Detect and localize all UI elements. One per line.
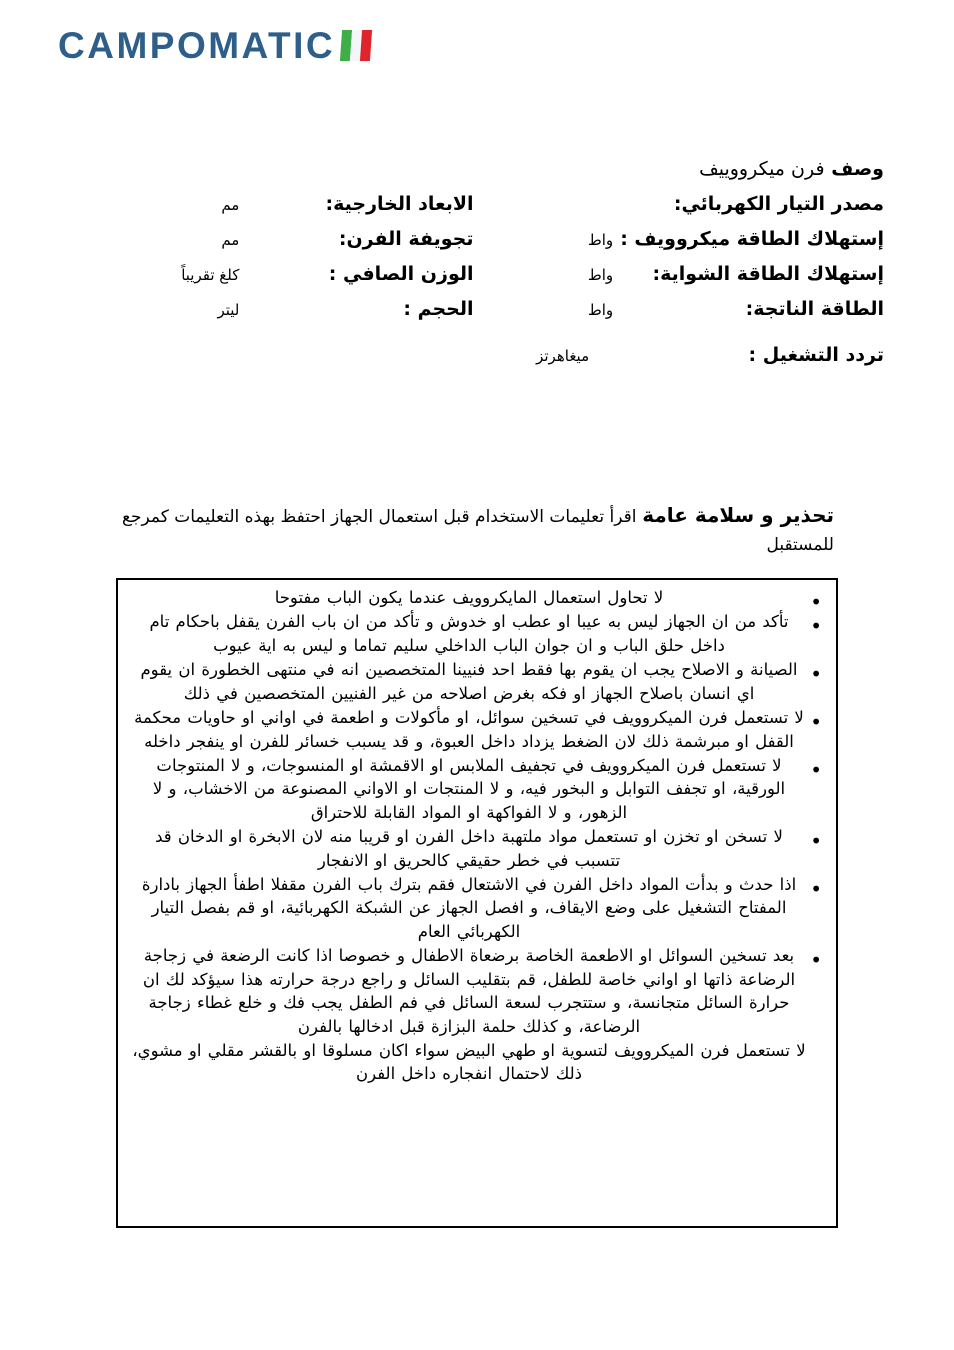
spec-row-output-power bbox=[60, 298, 894, 324]
bullet-icon: • bbox=[810, 614, 822, 639]
bullet-icon: • bbox=[810, 662, 822, 687]
warning-list-item bbox=[130, 944, 822, 1038]
spec-label-outer-dimensions: الابعاد الخارجية: bbox=[325, 193, 474, 215]
warning-heading-title: تحذير و سلامة عامة bbox=[642, 503, 834, 527]
warning-heading-subtitle: اقرأ تعليمات الاستخدام قبل استعمال الجهاز احتفظ بهذه التعليمات كمرجع للمستقبل bbox=[121, 507, 834, 555]
spec-unit-volume: ليتر bbox=[217, 301, 240, 319]
spec-label-volume: الحجم : bbox=[403, 298, 474, 320]
warning-list-item-text: لا تستعمل فرن الميكروويف في تجفيف الملابس او الاقمشة او المنسوجات، و لا المنتوجات الورقية، او تجفف التوابل و البخور فيه، و لا المنتجات او الاواني المصنوعة من الاخشاب، و لا الزهور، و لا الفواكهة او المواد القابلة للاحتراق bbox=[152, 755, 786, 822]
warning-list-item-text: لا تحاول استعمال المايكروويف عندما يكون الباب مفتوحا bbox=[274, 588, 664, 607]
spec-row-grill-consumption bbox=[60, 263, 894, 289]
warning-list-item-text: اذا حدث و بدأت المواد داخل الفرن في الاشتعال فقم بترك باب الفرن مقفلا اطفأ الجهاز بادارة المفتاح التشغيل على وضع الايقاف، و افصل الجهاز عن الشبكة الكهربائية، او قم بفصل التيار الكهربائي العام bbox=[141, 875, 797, 941]
warning-list-item-text: لا تسخن او تخزن او تستعمل مواد ملتهبة داخل الفرن او قريبا منه لان الابخرة او الدخان قد تتسبب في خطر حقيقي كالحريق او الانفجار bbox=[155, 827, 783, 870]
warning-heading bbox=[100, 500, 834, 559]
spec-label-description-bold: وصف bbox=[831, 158, 884, 180]
spec-row-description bbox=[60, 158, 894, 184]
spec-label-output-power: الطاقة الناتجة: bbox=[745, 298, 884, 320]
spec-label-microwave-consumption: إستهلاك الطاقة ميكروويف : bbox=[620, 228, 884, 250]
warning-list-item bbox=[130, 706, 822, 753]
spec-unit-outer-dimensions: مم bbox=[221, 196, 240, 214]
warning-list-item-text: بعد تسخين السوائل او الاطعمة الخاصة برضعاة الاطفال و خصوصا اذا كانت الرضعة في زجاجة الرضاعة ذاتها او اواني خاصة للطفل، قم بتقليب السائل و راجع درجة حرارته هذا سيؤكد لك ان حرارة السائل متجانسة، و ستتجرب لسعة السائل في فم الطفل يجب فك و خلع غطاء زجاجة الرضاعة، و كذلك حلمة البزازة قبل ادخالها بالفرن bbox=[142, 946, 796, 1036]
spec-row-power-source bbox=[60, 193, 894, 219]
spec-unit-net-weight: كلغ تقريباً bbox=[181, 266, 240, 284]
specification-table bbox=[60, 158, 894, 379]
spec-label-frequency: تردد التشغيل : bbox=[748, 344, 884, 366]
spec-label-grill-consumption: إستهلاك الطاقة الشواية: bbox=[652, 263, 884, 285]
spec-unit-microwave-consumption: واط bbox=[587, 231, 614, 249]
warning-list-item bbox=[130, 610, 822, 657]
warning-list-item-text: لا تستعمل فرن الميكروويف في تسخين سوائل، او مأكولات و اطعمة في اواني او حاويات محكمة القفل او مبرشمة ذلك لان الضغط يزداد داخل العبوة، و قد يسبب خسائر للفرن او ينفجر داخله bbox=[134, 708, 804, 751]
spec-row-microwave-consumption bbox=[60, 228, 894, 254]
bullet-icon: • bbox=[810, 948, 822, 973]
spec-label-description-light: فرن ميكرووييف bbox=[699, 158, 825, 180]
warning-box bbox=[116, 578, 838, 1228]
bullet-icon: • bbox=[810, 829, 822, 854]
warning-list-item bbox=[130, 1039, 822, 1086]
warning-list-item bbox=[130, 825, 822, 872]
warning-list-item bbox=[130, 754, 822, 824]
warning-list-item-text: لا تستعمل فرن الميكروويف لتسوية او طهي البيض سواء اكان مسلوقا او بالقشر مقلي او مشوي، ذلك لاحتمال انفجاره داخل الفرن bbox=[132, 1041, 806, 1084]
spec-label-oven-cavity: تجويفة الفرن: bbox=[338, 228, 474, 250]
flag-stripe-red bbox=[360, 30, 372, 61]
brand-logo bbox=[58, 22, 430, 68]
spec-row-frequency bbox=[60, 344, 894, 370]
brand-name: CAMPOMATIC bbox=[58, 24, 336, 66]
warning-list-item bbox=[130, 873, 822, 943]
warning-list bbox=[130, 586, 822, 1086]
spec-label-net-weight: الوزن الصافي : bbox=[328, 263, 474, 285]
spec-label-power-source: مصدر التيار الكهربائي: bbox=[673, 193, 884, 215]
spec-unit-grill-consumption: واط bbox=[587, 266, 614, 284]
spec-unit-frequency: ميغاهرتز bbox=[536, 347, 590, 365]
bullet-icon: • bbox=[810, 710, 822, 735]
bullet-icon: • bbox=[810, 877, 822, 902]
warning-list-item-text: الصيانة و الاصلاح يجب ان يقوم بها فقط احد فنيينا المتخصصين انه في منتهى الخطورة ان يقوم اي انسان باصلاح الجهاز او فكه بغرض اصلاحه من غير الفنيين المتخصصين في ذلك bbox=[140, 660, 798, 703]
warning-list-item bbox=[130, 658, 822, 705]
spec-label-description bbox=[617, 158, 894, 180]
bullet-icon: • bbox=[810, 757, 822, 782]
bullet-icon: • bbox=[810, 590, 822, 614]
warning-list-item-text: تأكد من ان الجهاز ليس به عيبا او عطب او خدوش و تأكد من ان باب الفرن يقفل باحكام تام داخل حلق الباب و ان جوان الباب الداخلي سليم تماما و ليس به اية عيوب bbox=[149, 612, 789, 655]
spec-unit-output-power: واط bbox=[587, 301, 614, 319]
spec-unit-oven-cavity: مم bbox=[221, 231, 240, 249]
warning-list-item bbox=[130, 586, 822, 614]
italian-flag-icon bbox=[340, 30, 372, 61]
